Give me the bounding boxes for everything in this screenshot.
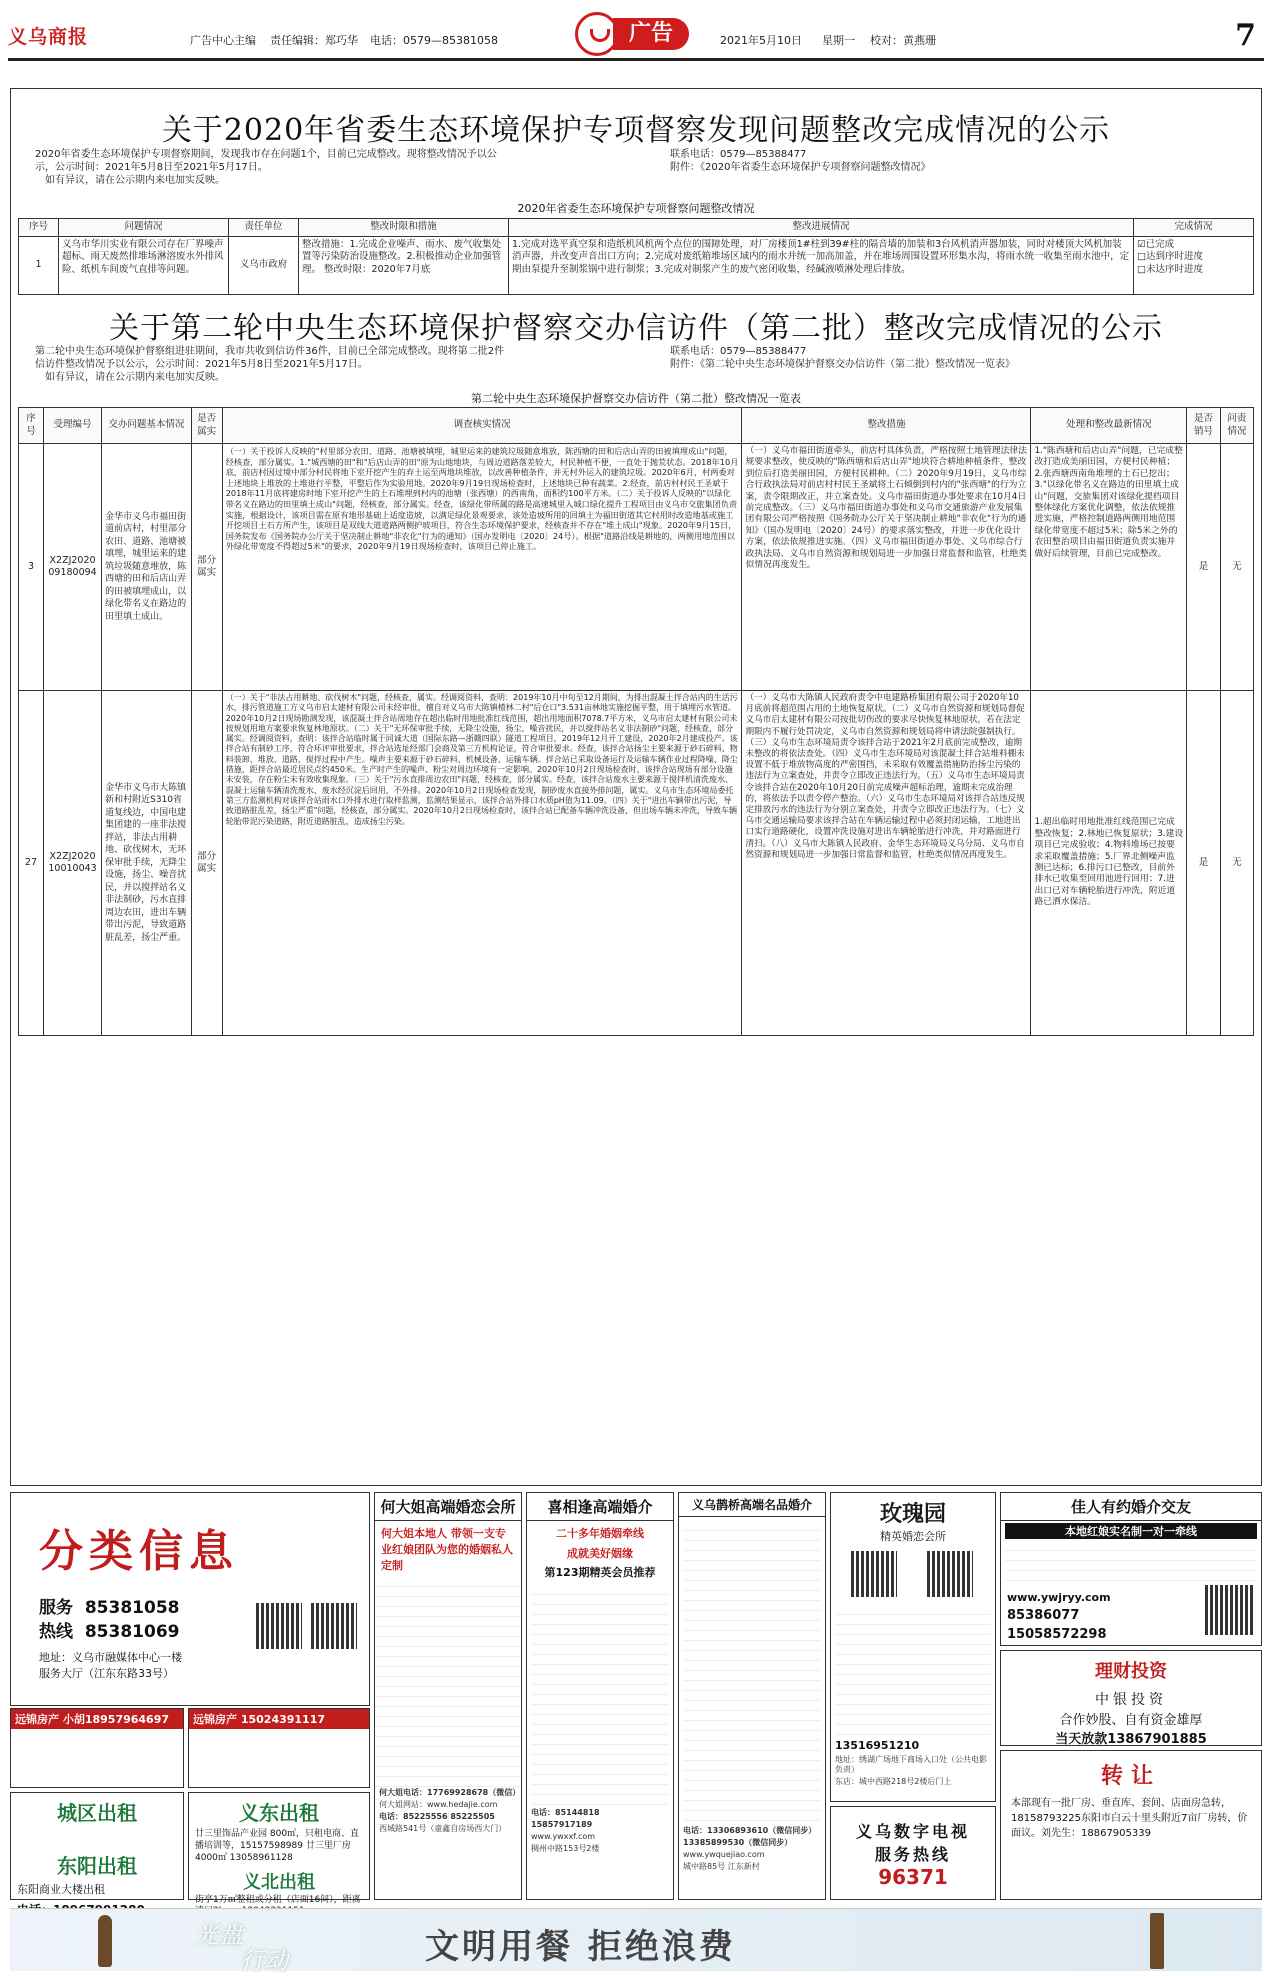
- th-status: 完成情况: [1134, 219, 1254, 237]
- classified-hall: 服务大厅（江东东路33号）: [39, 1667, 174, 1680]
- cell-xh: 是: [1187, 691, 1220, 1036]
- cell-code: X2ZJ202009180094: [43, 444, 101, 691]
- ad-yuanjin-1: [10, 1708, 184, 1788]
- meiguiyuan-title: 玫瑰园: [879, 1502, 946, 1527]
- ad-xixiangfeng: [526, 1492, 674, 1900]
- cell-no: 3: [19, 444, 44, 691]
- ad-chengqu: [10, 1792, 184, 1900]
- th-unit: 责任单位: [229, 219, 299, 237]
- xxf-sub3: 第123期精英会员推荐: [544, 1566, 656, 1579]
- qr-code-icon: [851, 1551, 897, 1597]
- cell-wz: 无: [1220, 444, 1253, 691]
- notice1-table: [18, 218, 1254, 295]
- banner-left-1: 光盘: [195, 1921, 243, 1949]
- xxf-list: [531, 1585, 669, 1805]
- duty-editor: 责任编辑：郑巧华: [270, 34, 358, 47]
- hotline-label: 热线: [39, 1622, 73, 1642]
- notice2-title: 关于第二轮中央生态环境保护督察交办信访件（第二批）整改完成情况的公示: [109, 311, 1163, 346]
- meiguiyuan-addr: 地址：绣湖广场地下商场入口处（公共电影负责）: [835, 1755, 987, 1774]
- jiaren-sub: 本地红娘实名制一对一牵线: [1005, 1523, 1257, 1539]
- cell-unit: 义乌市政府: [229, 236, 299, 294]
- xxf-addr: 稠州中路153号2楼: [531, 1844, 600, 1853]
- th-latest: 处理和整改最新情况: [1031, 408, 1187, 444]
- classified-ads: [10, 1492, 1262, 1905]
- qr-code-icon: [1205, 1585, 1255, 1635]
- cell-no: 1: [19, 236, 59, 294]
- qr-code-icon: [311, 1603, 357, 1649]
- status-ontime: □达到序时进度: [1137, 251, 1203, 262]
- licai-phone: 当天放款13867901885: [1055, 1732, 1207, 1747]
- notice1-intro2: 如有异议，请在公示期内来电加实反映。: [45, 175, 225, 186]
- header-rule: [8, 58, 1264, 61]
- cell-xh: 是: [1187, 444, 1220, 691]
- cell-no: 27: [19, 691, 44, 1036]
- cell-survey: （一）关于"非法占用耕地、砍伐树木"问题，经核查，属实。经调阅资料，查明：2019年10月中旬至12月期间，为排出混凝土拌合站内的生活污水，排污管道施工方义乌市启太建材有限公司未经审批，擅自对义乌市大陈镇楂林二村"后仓口"3.531亩林地实施挖掘平整，用于填埋污水管道。2020年10月2日现场勘测发现，该混凝土拌合站周地存在超出临时用地批准红线范围，超出用地面积7078.7平方米，义乌市启太建材有限公司未按规划用地方案要求恢复林地原状。（二）关于"无环保审批手续，无降尘设施，扬尘、噪音扰民，并以搅拌站名义非法制砂"问题，经核查，部分属实。经调阅资料，查明：该拌合站临时属于同诚大道（国际东路—浙赣四联）隧道工程项目，2019年12月开工建设，2020年2月建成投产。该拌合站有制砂工序，符合环评审批要求，拌合站选址经部门会商及第三方机构论证，符合审批要求。经查，该拌合站扬尘主要来源于砂石碎料、物料装卸、堆放、道路、搅拌过程中产生。噪声主要来源于砂石碎料、机械设备、运输车辆。拌合站已采取设备运行及运输车辆作业过程降噪、降尘措施，距拌合站最近居民点约450米。生产时产生的噪声、粉尘对周边环境有一定影响。2020年10月2日现场检查时，该拌合站现场有部分设施未安装，存在粉尘未有效收集现象。（三）关于"污水直排周边农田"问题，经核查，部分属实。经查，该拌合站废水主要来源于搅拌机清洗废水、混凝土运输车辆清洗废水、废水经沉淀后回用，不外排。2020年10月2日现场检查发现，制砂废水直接外排问题，属实。义乌市生态环境局委托第三方监测机构对该拌合站雨水口外排水进行取样监测，监测结果显示，该拌合站外排口水质pH值为11.09。（四）关于"进出车辆带出污泥，导致道路脏乱差，扬尘严重"问题，经核查，部分属实。2020年10月2日现场检查时，该拌合站已配备车辆冲洗设备，但出场车辆未冲洗，导致车辆轮胎带泥污染道路，附近道路脏乱，造成扬尘污染。: [222, 691, 742, 1036]
- cell-true: 部分属实: [191, 691, 222, 1036]
- section-badge: [575, 12, 690, 56]
- hedajie-tel: 电话：85225556 85225505: [379, 1812, 495, 1821]
- xxf-web: www.ywxxf.com: [531, 1832, 596, 1841]
- yidong-title: 义东出租: [239, 1801, 319, 1825]
- xixiangfeng-title: 喜相逢高端婚介: [527, 1493, 673, 1521]
- notice2-table-title: 第二轮中央生态环境保护督察交办信访件（第二批）整改情况一览表: [471, 392, 801, 405]
- licai-title: 理财投资: [1095, 1661, 1167, 1682]
- cell-progress: 1.完成对选平真空泵和造纸机风机两个点位的围障处理，对厂房楼顶1#柱到39#柱的隔音墙的加装和3台风机消声器加装，同时对楼顶大风机加装消声器，并改变声音出口方向；2.完成对废纸箱堆场区域内的雨水并统一加高加盖，并在堆场周围设置环形集水沟，将雨水统一收集至雨水池中，定期由泵提升至制浆锅中进行制浆；3.完成对制浆产生的废气密闭收集，经碱液喷淋处理后排放。: [509, 236, 1134, 294]
- service-label: 服务: [39, 1598, 73, 1618]
- th-no: 序号: [19, 219, 59, 237]
- chengqu-title: 城区出租: [57, 1801, 137, 1825]
- notice2-intro2: 如有异议，请在公示期内来电加实反映。: [45, 372, 225, 383]
- xxf-tel: 电话：85144818: [531, 1808, 600, 1817]
- table-row: [19, 691, 1254, 1036]
- hotline-line: [39, 1617, 179, 1642]
- jiaren-title: 佳人有约婚介交友: [1001, 1493, 1261, 1521]
- hedajie-web: 何大姐网站：www.hedajie.com: [379, 1800, 498, 1809]
- cell-wz: 无: [1220, 691, 1253, 1036]
- tv-title: 义乌数字电视: [855, 1822, 970, 1841]
- th-basic: 交办问题基本情况: [102, 408, 191, 444]
- zhuanrang-text: 本部现有一批厂房、垂直库、套间、店面房急转，18158793225东阳市白云十里头附近7亩厂房转，价面议。刘先生：18867905339: [1011, 1798, 1248, 1839]
- notice1-intro: 2020年省委生态环境保护专项督察期间，发现我市存在问题1个，目前已完成整改。现将整改情况予以公示，公示时间：2021年5月8日至2021年5月17日。: [35, 149, 497, 173]
- queqiao-list: [683, 1521, 821, 1821]
- editor-line: 广告中心主编: [190, 34, 256, 47]
- jiaren-phone: 85386077: [1007, 1608, 1080, 1623]
- ad-tv: [830, 1806, 996, 1900]
- zhuanrang-title: 转让: [1100, 1764, 1161, 1789]
- weekday: 星期一: [822, 34, 855, 47]
- cell-basic: 金华市义乌市福田街道前店村，村里部分农田、道路、池塘被填埋，城里运来的建筑垃圾随意堆放，陈西塘的田和后店山弄的田被填埋成山，以绿化带名义在路边的田里填土成山。: [102, 444, 191, 691]
- cell-measures: 整改措施：1.完成企业噪声、雨水、废气收集处置等污染防治设施整改。2.积极推动企业加强管理。 整改时限：2020年7月底: [299, 236, 509, 294]
- th-xh: 是否销号: [1187, 408, 1220, 444]
- page-number: 7: [1235, 18, 1256, 53]
- queqiao-tel: 电话：13306893610（微信同步）: [683, 1826, 817, 1835]
- ad-queqiao: [678, 1492, 826, 1900]
- notice2-contact: 联系电话：0579—85388477: [670, 346, 807, 357]
- queqiao-addr: 城中路85号 江东新村: [683, 1862, 760, 1871]
- hotline-phone: 85381069: [84, 1622, 180, 1642]
- ad-meiguiyuan: [830, 1492, 996, 1802]
- hedajie-phone: 何大姐电话：17769928678（微信）: [379, 1788, 521, 1797]
- tv-phone: 96371: [878, 1865, 948, 1889]
- cell-survey: （一）关于投诉人反映的"村里部分农田、道路、池塘被填埋，城里运来的建筑垃圾随意堆放，陈西塘的田和后店山弄的田被填埋成山"问题，经核查，部分属实。1."城西塘的田"和"后店山弄的田"原为山地地块，与周边道路落差较大，村民种植不便，一直处于抛荒状态。2018年10月底，前店村因过境中部分村民将地下室开挖产生的弃土运至两地块堆放，以改善种植条件，并无村外运入的建筑垃圾。2020年6月，村两委对上述地块上堆放的土堆进行平整，平整后作为实验用地。2020年9月19日现场检查时，上述地块已种有蔬菜。2.经查，前店村村民王圣斌于2018年11月底将建房时地下室开挖产生的土石堆埋到村内的池塘（张西塘）的西南角，面积约100平方米。（二）关于投诉人反映的"以绿化带名义在路边的田里填土成山"问题，经核查，部分属实。经查，该绿化带所属的路是高速城里入城口绿化提升工程项目由义乌市交旅集团负责实施，根据设计，该项目需在原有地形基础上适度造坡，以满足绿化景观要求，该处造坡所用的回填土为福田街道其它村用时改造地基或施工开挖项目土石方所产生，该项目是双线大道道路两侧护坡项目，符合生态环境保护要求，经核查并不存在"堆土成山"现象。2020年9月15日，国务院发布《国务院办公厅关于坚决制止耕地"非农化"行为的通知》（国办发明电〔2020〕24号）。根据"道路沿线是耕地的，两侧用地范围以外绿化带宽度不得超过5米"的要求，2020年9月19日现场检查时，该项目已停止施工。: [222, 444, 742, 691]
- notice2-attach: 附件：《第二轮中央生态环境保护督察交办信访件（第二批）整改情况一览表》: [670, 359, 1015, 370]
- jiaren-list: [1005, 1541, 1257, 1587]
- ad-yuanjin-2: [188, 1708, 370, 1788]
- licai-company: 中银投资: [1095, 1692, 1167, 1708]
- yibei-title: 义北出租: [243, 1872, 315, 1893]
- cell-measures: （一）义乌市福田街道牵头，前店村具体负责，严格按照土地管理法律法规要求整改，使反映的"陈西塘和后店山弄"地块符合耕地种植条件，整改到位后打造美丽田园，方便村民耕种。（二）2020年9月19日，义乌市综合行政执法局对前店村村民王圣斌将土石倾倒到村内的"张西塘"的行为立案，责令限期改正，并立案查处。义乌市福田街道办事处要求在10月4日前完成整改。（三）义乌市福田街道办事处和义乌市交通旅游产业发展集团有限公司严格按照《国务院办公厅关于坚决制止耕地"非农化"行为的通知》（国办发明电〔2020〕24号）的要求落实整改，并进一步优化设计方案，依法依规推进实施。（四）义乌市福田街道办事处、义乌市综合行政执法局、义乌市自然资源和规划局进一步加强日常监督和监管，杜绝类似情况再度发生。: [742, 444, 1031, 691]
- dongyang-title: 东阳出租: [57, 1854, 137, 1878]
- section-label: 广告: [613, 18, 689, 50]
- tv-sub: 服务热线: [874, 1845, 951, 1864]
- queqiao-phone: 13385899530（微信同步）: [683, 1838, 793, 1847]
- table-row: [19, 236, 1254, 294]
- cell-latest: 1."陈西塘和后店山弄"问题，已完成整改打造成美丽田园，方便村民种植；2.张西塘西南角堆埋的土石已挖出；3."以绿化带名义在路边的田里填土成山"问题，交旅集团对该绿化提档项目整体绿化方案优化调整，依法依规推进实施，严格控制道路两侧用地范围绿化带宽度不超过5米；除5米之外的农田整治项目由福田街道负责实施并做好后续管理，目前已完成整改。: [1031, 444, 1187, 691]
- hedajie-title: 何大姐高端婚恋会所: [375, 1493, 521, 1521]
- cell-code: X2ZJ202010010043: [43, 691, 101, 1036]
- ad-licai: [1000, 1650, 1262, 1746]
- status-late: □未达序时进度: [1137, 263, 1203, 275]
- yuanjin2-title: 远锦房产 15024391117: [189, 1709, 369, 1729]
- xxf-phone: 15857917189: [531, 1820, 593, 1829]
- spoon-icon: [98, 1915, 112, 1967]
- notice2-table: [18, 407, 1254, 1036]
- service-line: [39, 1593, 179, 1618]
- cell-true: 部分属实: [191, 444, 222, 691]
- phone: 电话：0579—85381058: [370, 34, 498, 47]
- cell-latest: 1.超出临时用地批准红线范围已完成整改恢复；2.林地已恢复原状；3.建设项目已完成验收；4.物料堆场已按要求采取覆盖措施；5.厂界北侧噪声监测已达标；6.排污口已整改，目前外排水已收集至回用池进行回用；7.进出口已对车辆轮胎进行冲洗，附近道路已洒水保洁。: [1031, 691, 1187, 1036]
- proofreader: 校对：黄燕珊: [870, 34, 936, 47]
- newspaper-logo: 义乌商报: [8, 26, 89, 48]
- service-phone: 85381058: [84, 1598, 180, 1618]
- ad-classified: [10, 1492, 370, 1706]
- table-row: [19, 444, 1254, 691]
- queqiao-web: www.ywquejiao.com: [683, 1850, 765, 1859]
- xxf-sub1: 二十多年婚姻牵线: [556, 1527, 644, 1540]
- queqiao-title: 义乌鹊桥高端名品婚介: [679, 1493, 825, 1517]
- notice1-title: 关于2020年省委生态环境保护专项督察发现问题整改完成情况的公示: [161, 113, 1111, 148]
- ad-hedajie: [374, 1492, 522, 1900]
- notice1-contact: 联系电话：0579—85388477: [670, 149, 807, 160]
- hedajie-list: [375, 1577, 521, 1787]
- hedajie-addr: 西城路541号（童鑫自房场西大门）: [379, 1824, 507, 1833]
- th-no: 序号: [19, 408, 44, 444]
- yidong-text: 廿三里饰品产业园 800㎡，只租电商、直播培训等，15157598989 廿三里厂房 4000㎡ 13058961128: [195, 1829, 360, 1863]
- qr-code-icon: [927, 1551, 973, 1597]
- th-wz: 问责情况: [1220, 408, 1253, 444]
- meiguiyuan-addr2: 东店：城中西路218号2楼后门上: [835, 1777, 952, 1786]
- dongyang-text: 东阳商业大楼出租: [17, 1883, 105, 1896]
- classified-address: 地址：义乌市融媒体中心一楼: [39, 1651, 182, 1664]
- ad-jiaren: [1000, 1492, 1262, 1646]
- licai-slogan: 合作妙股、自有资金雄厚: [1059, 1713, 1203, 1728]
- th-true: 是否属实: [191, 408, 222, 444]
- cell-basic: 金华市义乌市大陈镇新和村附近S310省道复线边，中国电建集团建的一座非法搅拌站，非法占用耕地、砍伐树木，无环保审批手续，无降尘设施，扬尘、噪音扰民，并以搅拌站名义非法制砂，污水直排周边农田，进出车辆带出污泥，导致道路脏乱差，扬尘严重。: [102, 691, 191, 1036]
- th-measures: 整改措施: [742, 408, 1031, 444]
- th-progress: 整改进展情况: [509, 219, 1134, 237]
- cell-status: [1134, 236, 1254, 294]
- th-problem: 问题情况: [59, 219, 229, 237]
- xxf-sub2: 成就美好姻缘: [567, 1547, 633, 1560]
- status-done: ☑已完成: [1137, 238, 1175, 250]
- notice1-attach: 附件：《2020年省委生态环境保护专项督察问题整改情况》: [670, 162, 931, 173]
- notice2-intro: 第二轮中央生态环境保护督察组进驻期间，我市共收到信访件36件，目前已全部完成整改。现将第二批2件信访件整改情况予以公示，公示时间：2021年5月8日至2021年5月17日。: [35, 346, 505, 370]
- yibei-text: 街亭1万㎡整租或分租（店面16间），距离: [195, 1895, 361, 1905]
- classified-title: 分类信息: [39, 1526, 239, 1577]
- th-survey: 调查核实情况: [222, 408, 742, 444]
- hedajie-slogan: 何大姐本地人 带领一支专业红娘团队为您的婚姻私人定制: [381, 1527, 513, 1572]
- jiaren-web: www.ywjryy.com: [1007, 1591, 1111, 1604]
- jiaren-phone2: 15058572298: [1007, 1627, 1107, 1642]
- th-code: 受理编号: [43, 408, 101, 444]
- yuanjin1-title: 远锦房产 小胡18957964697: [11, 1709, 183, 1729]
- cell-measures: （一）义乌市大陈镇人民政府责令中电建路桥集团有限公司于2020年10月底前将超范围占用的土地恢复原状。（二）义乌市自然资源和规划局督促义乌市启太建材有限公司按批切伤改的要求尽快恢复林地原状，若在法定期限内不履行处罚决定，义乌市自然资源和规划局将申请法院强制执行。（三）义乌市生态环境局责令该拌合站于2021年2月底前完成整改，逾期未整改的将依法查处。（四）义乌市生态环境局对该混凝土拌合站堆料棚未设置不低于堆放物高度的严密围挡，未采取有效覆盖措施防治扬尘污染的违法行为立案查处，并责令立即改正违法行为。（五）义乌市生态环境局责令该拌合站在2020年10月20日前完成噪声超标治理，逾期未完成治理的，将依法予以责令停产整治。（六）义乌市生态环境局对该拌合站违反规定排放污水的违法行为分别立案查处，并责令立即改正违法行为。（七）义乌市交通运输局要求该拌合站在车辆运输过程中必须封闭运输，工地进出口实行道路硬化，设置冲洗设施对进出车辆轮胎进行冲洗，并对路面进行清扫。（八）义乌市大陈镇人民政府、金华生态环境局义乌分局、义乌市自然资源和规划局进一步加强日常监督和监管，杜绝类似情况再度发生。: [742, 691, 1031, 1036]
- th-measures: 整改时限和措施: [299, 219, 509, 237]
- meiguiyuan-tel: 13516951210: [835, 1739, 920, 1752]
- fork-icon: [1150, 1913, 1164, 1969]
- cell-problem: 义乌市华川实业有限公司存在厂界噪声超标、雨天废然排堆场淋溶废水外排风险、纸机车间废气直排等问题。: [59, 236, 229, 294]
- qr-code-icon: [256, 1603, 302, 1649]
- page-header: [0, 0, 1272, 80]
- notice1-table-title: 2020年省委生态环境保护专项督察问题整改情况: [517, 202, 755, 215]
- banner-left-2: 行动: [240, 1947, 288, 1975]
- ad-zhuanrang: [1000, 1750, 1262, 1900]
- meiguiyuan-sub: 精英婚恋会所: [880, 1530, 946, 1543]
- meiguiyuan-list: [835, 1605, 991, 1735]
- public-banner: [10, 1908, 1262, 1975]
- banner-main: 文明用餐 拒绝浪费: [425, 1927, 736, 1967]
- ad-yidong: [188, 1792, 370, 1905]
- date: 2021年5月10日: [720, 34, 802, 47]
